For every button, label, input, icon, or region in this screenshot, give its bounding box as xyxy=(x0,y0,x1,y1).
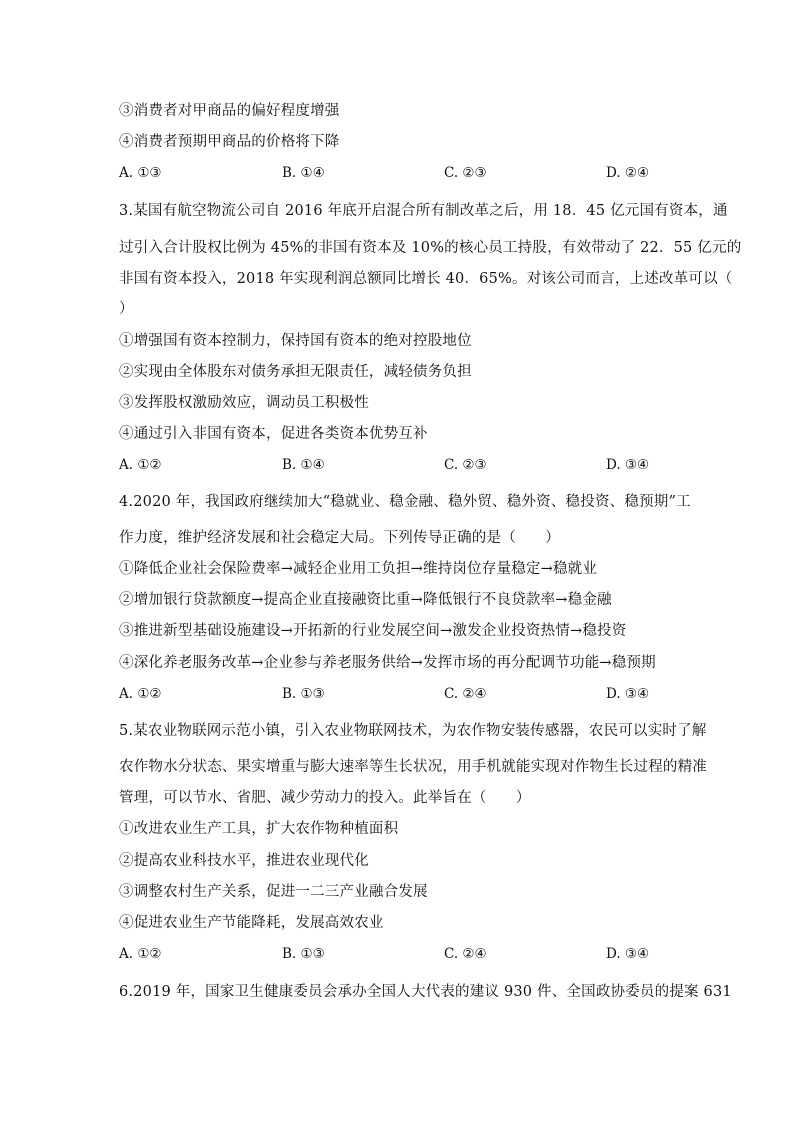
answer-item: ③消费者对甲商品的偏好程度增强 xyxy=(119,103,340,119)
answer-item: ④通过引入非国有资本，促进各类资本优势互补 xyxy=(119,426,428,442)
answer-item: ②提高农业科技水平，推进农业现代化 xyxy=(119,853,369,869)
answer-options xyxy=(119,455,659,475)
question-stem: 非国有资本投入，2018 年实现利润总额同比增长 40．65%。对该公司而言，上述改革可以（ xyxy=(119,271,733,287)
question-stem: 农作物水分状态、果实增重与膨大速率等生长状况，用手机就能实现对作物生长过程的精准 xyxy=(119,759,707,775)
option-a: A. ①② xyxy=(119,686,162,702)
answer-item: ③发挥股权激励效应，调动员工积极性 xyxy=(119,395,369,411)
option-d: D. ③④ xyxy=(606,946,650,962)
answer-options xyxy=(119,684,659,704)
answer-item: ①增强国有资本控制力，保持国有资本的绝对控股地位 xyxy=(119,333,472,349)
answer-item: ④消费者预期甲商品的价格将下降 xyxy=(119,134,340,150)
option-a: A. ①② xyxy=(119,457,162,473)
option-c: C. ②③ xyxy=(444,457,487,473)
answer-item: ③推进新型基础设施建设→开拓新的行业发展空间→激发企业投资热情→稳投资 xyxy=(119,623,627,639)
option-c: C. ②④ xyxy=(444,686,487,702)
question-stem: 4.2020 年，我国政府继续加大“稳就业、稳金融、稳外贸、稳外资、稳投资、稳预期”工 xyxy=(119,494,691,510)
answer-item: ①降低企业社会保险费率→减轻企业用工负担→维持岗位存量稳定→稳就业 xyxy=(119,561,598,577)
question-stem: 过引入合计股权比例为 45%的非国有资本及 10%的核心员工持股，有效带动了 22．55 亿元的 xyxy=(119,240,742,256)
option-b: B. ①④ xyxy=(282,457,325,473)
question-stem: ） xyxy=(119,301,134,317)
answer-options xyxy=(119,944,659,964)
answer-item: ③调整农村生产关系，促进一二三产业融合发展 xyxy=(119,884,428,900)
answer-item: ④深化养老服务改革→企业参与养老服务供给→发挥市场的再分配调节功能→稳预期 xyxy=(119,655,656,671)
answer-item: ②实现由全体股东对债务承担无限责任，减轻债务负担 xyxy=(119,364,472,380)
option-c: C. ②③ xyxy=(444,165,487,181)
question-stem: 5.某农业物联网示范小镇，引入农业物联网技术，为农作物安装传感器，农民可以实时了解 xyxy=(119,723,707,739)
answer-item: ④促进农业生产节能降耗，发展高效农业 xyxy=(119,915,384,931)
option-a: A. ①③ xyxy=(119,165,162,181)
option-d: D. ③④ xyxy=(606,457,650,473)
answer-item: ①改进农业生产工具，扩大农作物种植面积 xyxy=(119,821,399,837)
answer-item: ②增加银行贷款额度→提高企业直接融资比重→降低银行不良贷款率→稳金融 xyxy=(119,592,612,608)
question-stem: 3.某国有航空物流公司自 2016 年底开启混合所有制改革之后，用 18．45 亿元国有资本，通 xyxy=(119,203,728,219)
answer-options xyxy=(119,163,659,183)
option-a: A. ①② xyxy=(119,946,162,962)
question-stem: 管理，可以节水、省肥、减少劳动力的投入。此举旨在（ ） xyxy=(119,790,531,806)
option-d: D. ②④ xyxy=(606,165,650,181)
option-b: B. ①③ xyxy=(282,686,325,702)
option-c: C. ②④ xyxy=(444,946,487,962)
option-b: B. ①④ xyxy=(282,165,325,181)
option-d: D. ③④ xyxy=(606,686,650,702)
option-b: B. ①③ xyxy=(282,946,325,962)
question-stem: 作力度，维护经济发展和社会稳定大局。下列传导正确的是（ ） xyxy=(119,530,560,546)
question-stem: 6.2019 年，国家卫生健康委员会承办全国人大代表的建议 930 件、全国政协委员的提案 631 xyxy=(119,984,732,1000)
